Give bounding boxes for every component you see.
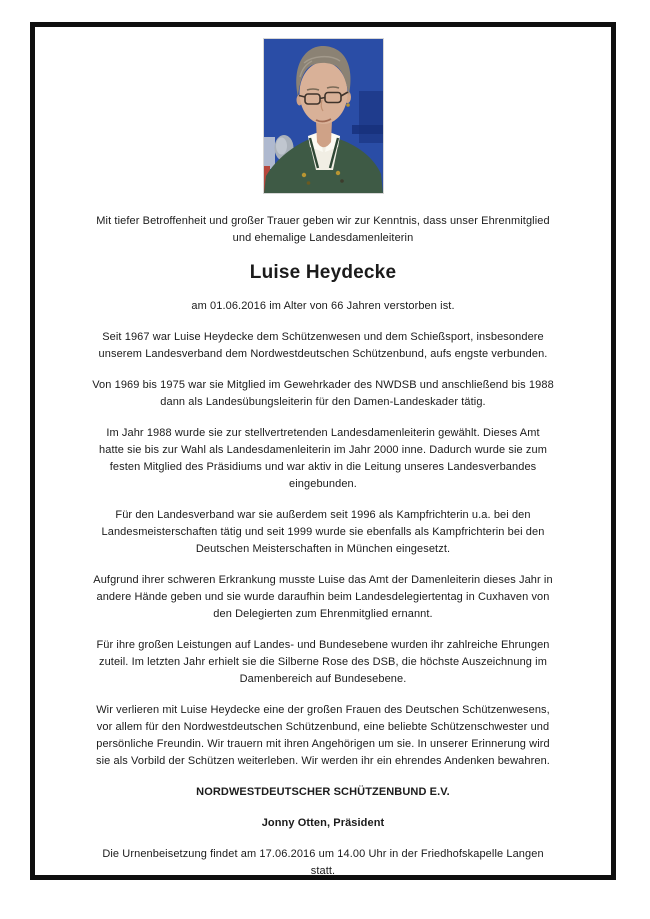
badge-pin [340,179,344,183]
paragraph-damenleiterin: Im Jahr 1988 wurde sie zur stellvertretenden Landesdamenleiterin gewählt. Dieses Amt hatte sie bis zur Wahl als Landesdamenleiterin im Jahr 2000 inne. Dadurch wurde sie zum festen Mitglied des Präsidiums und war aktiv in die Leitung unseres Landesverbandes eingebunden. [99,427,547,490]
organization-name: NORDWESTDEUTSCHER SCHÜTZENBUND E.V. [196,786,450,798]
paragraph-ehrungen: Für ihre großen Leistungen auf Landes- und Bundesebene wurden ihr zahlreiche Ehrungen zuteil. Im letzten Jahr erhielt sie die Silberne Rose des DSB, die höchste Auszeichnung im Damenbereich auf Bundesebene. [96,639,550,685]
paragraph-erkrankung: Aufgrund ihrer schweren Erkrankung musste Luise das Amt der Damenleiterin dieses Jahr in andere Hände geben und sie wurde daraufhin beim Landesdelegiertentag in Cuxhaven von den Delegierten zum Ehrenmitglied ernannt. [93,574,553,620]
microphone-highlight [276,138,287,155]
paragraph-nachruf: Wir verlieren mit Luise Heydecke eine der großen Frauen des Deutschen Schützenwesens, vor allem für den Nordwestdeutschen Schützenbund, eine beliebte Schützenschwester und persönliche Freundin. Wir trauern mit ihren Angehörigen um sie. In unserer Erinnerung wird sie als Vorbild der Schützen weiterleben. Wir werden ihr ein ehrendes Andenken bewahren. [96,704,550,767]
badge-pin [301,173,305,177]
earring [346,103,350,107]
neck [316,121,332,147]
photo-furniture [359,91,383,143]
photo-white-object [264,137,275,169]
portrait-illustration [264,39,383,193]
deceased-name: Luise Heydecke [249,262,397,283]
president-signature: Jonny Otten, Präsident [261,817,385,829]
death-date-line: am 01.06.2016 im Alter von 66 Jahren verstorben ist. [191,300,455,312]
badge-pin [335,171,339,175]
paragraph-gewehrkader: Von 1969 bis 1975 war sie Mitglied im Gewehrkader des NWDSB und anschließend bis 1988 dann als Landesübungsleiterin für den Damen-Landeskader tätig. [92,379,554,408]
funeral-info: Die Urnenbeisetzung findet am 17.06.2016 um 14.00 Uhr in der Friedhofskapelle Langen statt. [102,848,544,877]
portrait-photo [263,38,384,194]
paragraph-membership: Seit 1967 war Luise Heydecke dem Schützenwesen und dem Schießsport, insbesondere unserem Landesverband dem Nordwestdeutschen Schützenbund, aufs engste verbunden. [98,331,548,360]
photo-table-edge [352,125,383,134]
notice-frame [30,22,616,880]
paragraph-kampfrichterin: Für den Landesverband war sie außerdem seit 1996 als Kampfrichterin u.a. bei den Landesmeisterschaften tätig und seit 1999 wurde sie ebenfalls als Kampfrichterin bei den Deutschen Meisterschaften in München eingesetzt. [101,509,545,555]
intro-text: Mit tiefer Betroffenheit und großer Trauer geben wir zur Kenntnis, dass unser Ehrenmitglied und ehemalige Landesdamenleiterin [96,215,550,244]
badge-pin [306,181,310,185]
